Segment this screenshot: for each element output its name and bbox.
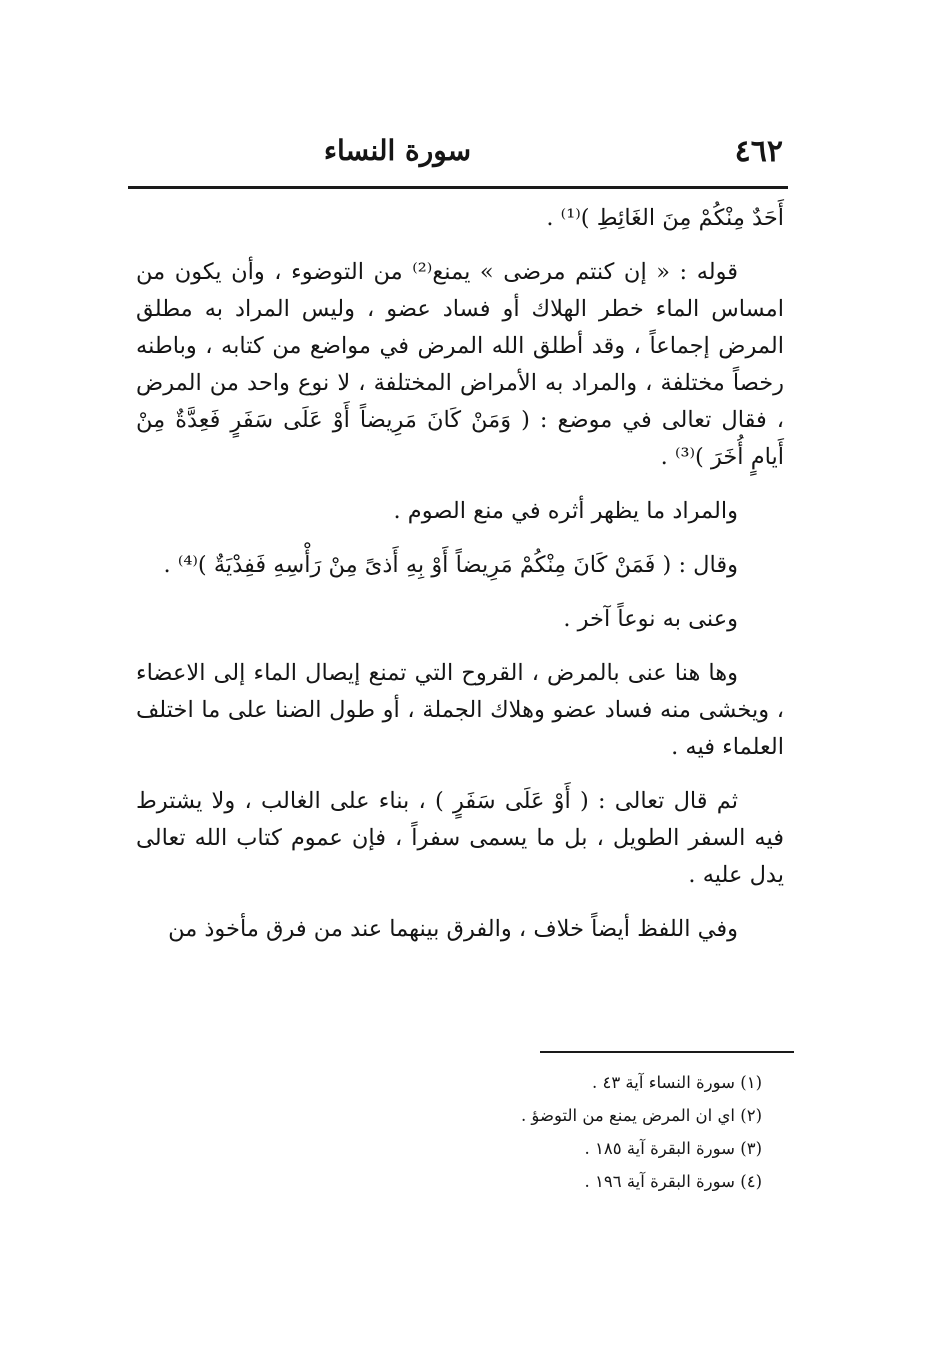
paragraph-continuation: أَحَدٌ مِنْكُمْ مِنَ الغَائِطِ )⁽¹⁾ . xyxy=(546,205,784,231)
footnote: (٣) سورة البقرة آية ١٨٥ . xyxy=(584,1139,762,1158)
footnotes xyxy=(400,1066,762,1198)
paragraph: وفي اللفظ أيضاً خلاف ، والفرق بينهما عند من فرق مأخوذ من xyxy=(168,916,738,942)
footnote-rule xyxy=(540,1051,794,1053)
page-header xyxy=(130,130,785,180)
paragraph: ثم قال تعالى : ( أَوْ عَلَى سَفَرٍ ) ، بناء على الغالب ، ولا يشترط فيه السفر الطويل ، بل ما يسمى سفراً ، فإن عموم كتاب الله تعالى يدل عليه . xyxy=(136,788,784,888)
paragraph: قوله : « إن كنتم مرضى » يمنع⁽²⁾ من التوضوء ، وأن يكون من امساس الماء خطر الهلاك أو فساد عضو ، وليس المراد به مطلق المرض إجماعاً ، وقد أطلق الله المرض في مواضع من كتابه ، وباطنه رخصاً مختلفة ، والمراد به الأمراض المختلفة ، لا نوع واحد من المرض ، فقال تعالى في موضع : ( وَمَنْ كَانَ مَرِيضاً أَوْ عَلَى سَفَرٍ فَعِدَّةٌ مِنْ أَيامٍ أُخَرَ )⁽³⁾ . xyxy=(136,259,784,470)
footnote: (٤) سورة البقرة آية ١٩٦ . xyxy=(584,1172,762,1191)
footnote: (٢) اي ان المرض يمنع من التوضؤ . xyxy=(520,1106,762,1125)
paragraph: والمراد ما يظهر أثره في منع الصوم . xyxy=(393,498,738,524)
paragraph: وعنى به نوعاً آخر . xyxy=(563,606,738,632)
footnote: (١) سورة النساء آية ٤٣ . xyxy=(591,1073,762,1092)
body-text xyxy=(136,200,784,965)
paragraph: وقال : ( فَمَنْ كَانَ مِنْكُمْ مَرِيضاً أَوْ بِهِ أَذىً مِنْ رَأْسِهِ فَفِدْيَةٌ )⁽⁴⁾ . xyxy=(163,552,738,578)
header-rule xyxy=(128,186,788,189)
page-number: ٤٦٢ xyxy=(734,134,783,169)
paragraph: وها هنا عنى بالمرض ، القروح التي تمنع إيصال الماء إلى الاعضاء ، ويخشى منه فساد عضو وهلاك الجملة ، أو طول الضنا على ما اختلف العلماء فيه . xyxy=(136,660,784,760)
running-title: سورة النساء xyxy=(323,134,472,167)
